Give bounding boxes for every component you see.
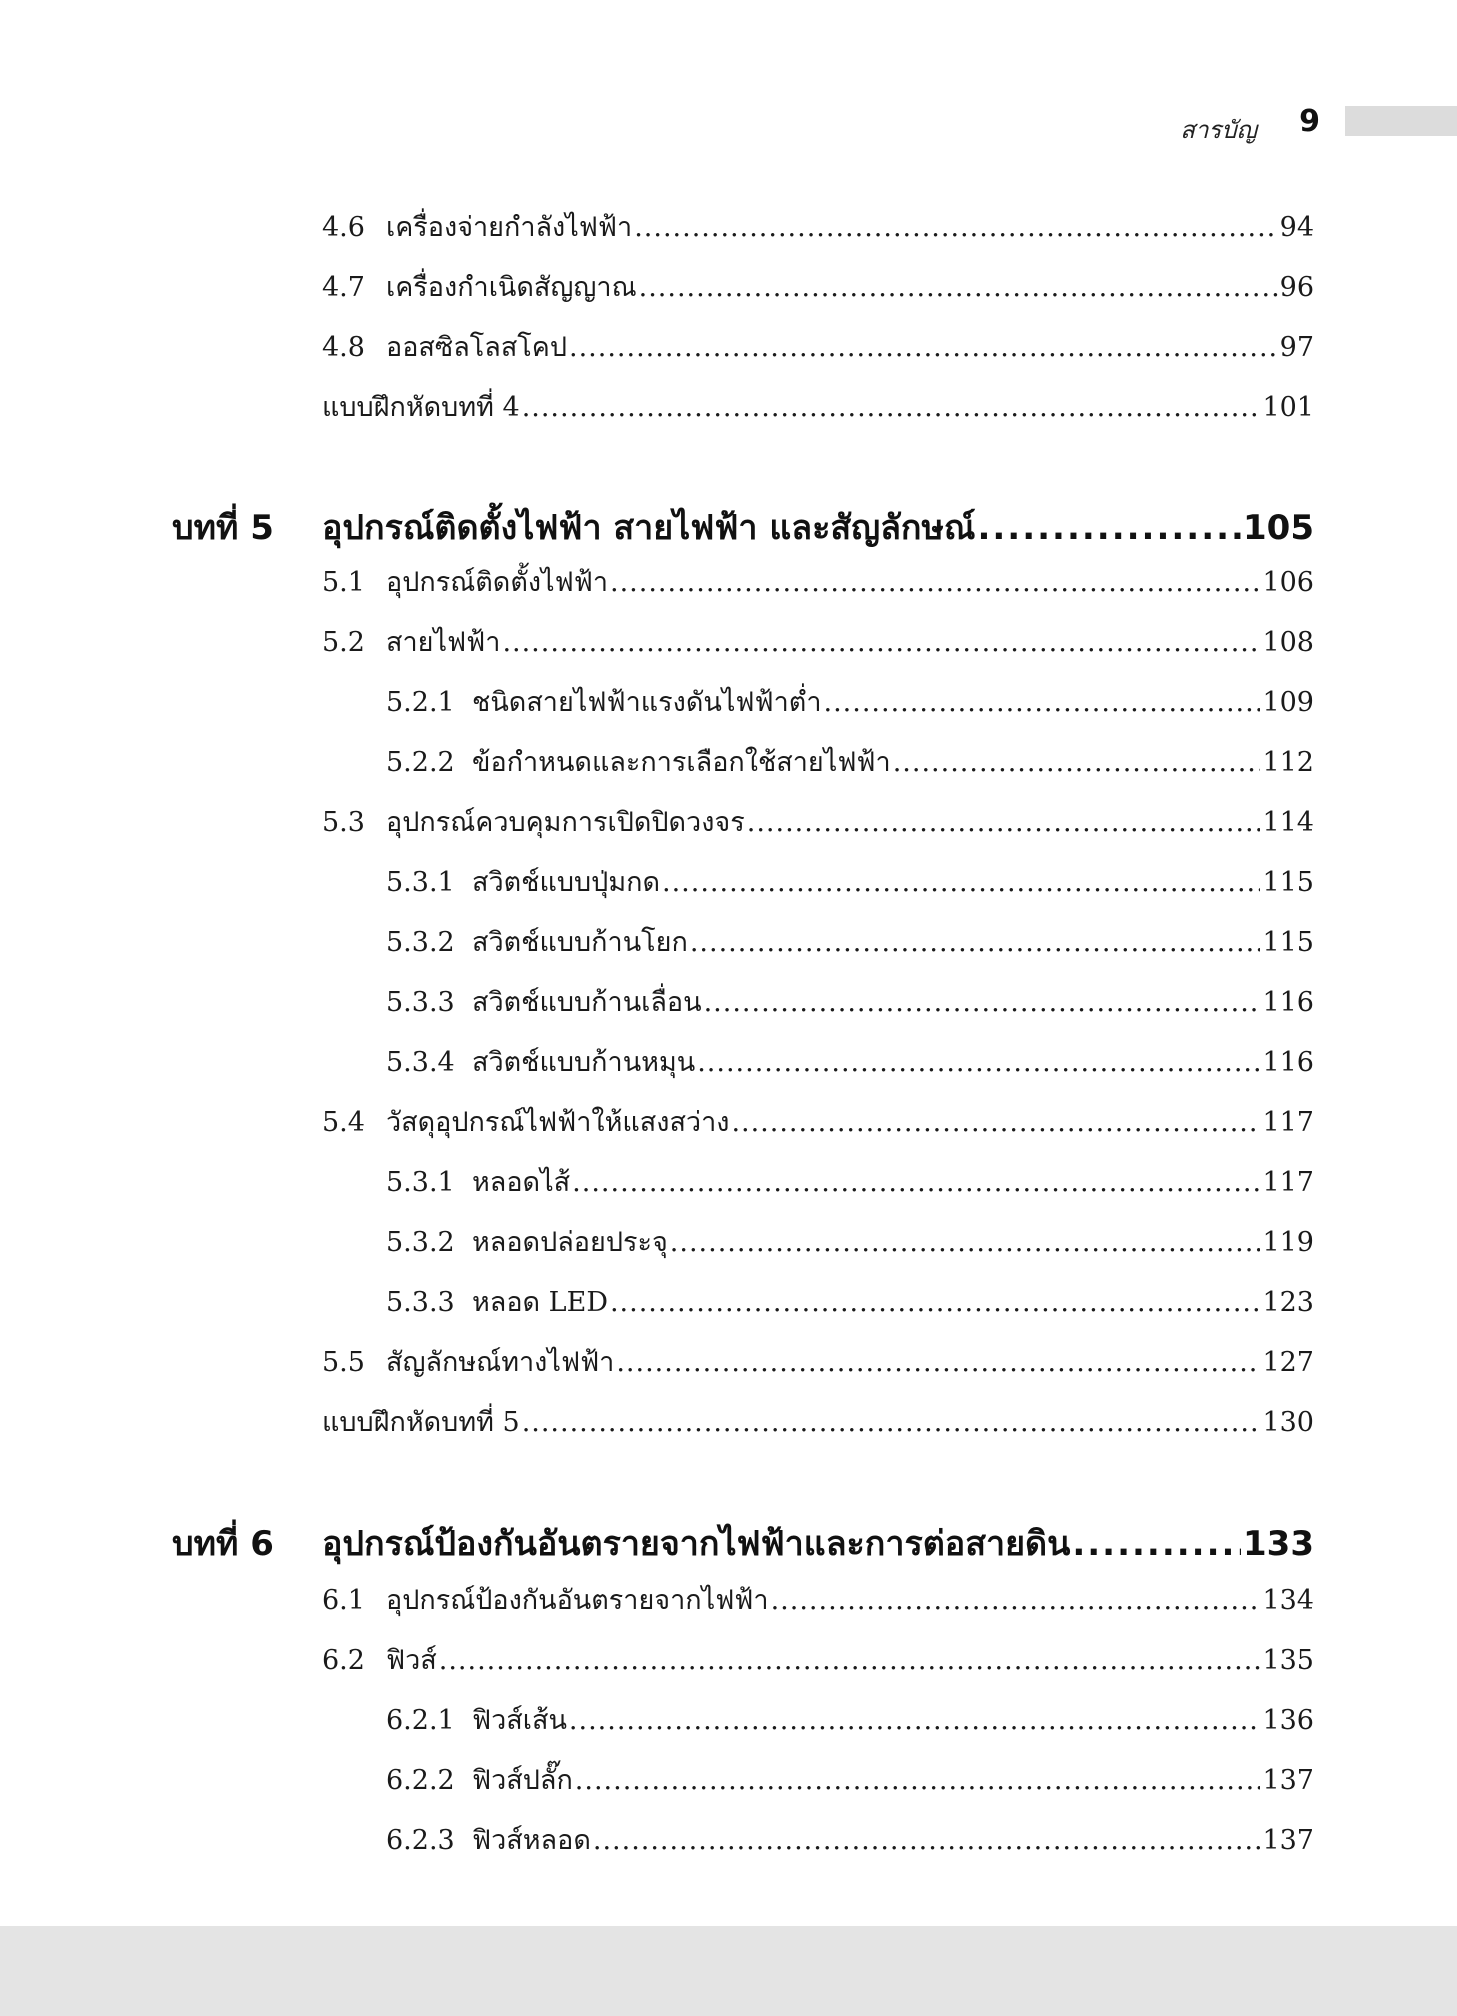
dot-leader (670, 1227, 1261, 1258)
entry-number: 4.7 (322, 272, 365, 303)
entry-page: 116 (1262, 1047, 1314, 1078)
entry-page: 114 (1262, 807, 1314, 838)
entry-number: 4.8 (322, 332, 365, 363)
dot-leader (824, 687, 1261, 718)
entry-page: 137 (1262, 1765, 1314, 1796)
subsection-row (386, 1698, 1314, 1741)
entry-title: อุปกรณ์ป้องกันอันตรายจากไฟฟ้า (386, 1585, 769, 1616)
dot-leader (569, 1705, 1261, 1736)
chapter-row (172, 500, 1314, 554)
entry-number: 6.1 (322, 1585, 365, 1616)
entry-number: 5.3.3 (386, 1287, 455, 1318)
entry-number: 5.3.2 (386, 927, 455, 958)
dot-leader (771, 1585, 1261, 1616)
entry-title: อุปกรณ์ติดตั้งไฟฟ้า (386, 567, 609, 598)
dot-leader (575, 1765, 1261, 1796)
entry-number: 4.6 (322, 212, 365, 243)
section-row (322, 620, 1314, 663)
entry-title: ฟิวส์ (386, 1645, 437, 1676)
entry-page: 109 (1262, 687, 1314, 718)
header-bar (1345, 106, 1457, 136)
chapter-label: บทที่ 5 (172, 508, 274, 548)
entry-number: 5.4 (322, 1107, 365, 1138)
entry-number: 5.3.3 (386, 987, 455, 1018)
entry-title: วัสดุอุปกรณ์ไฟฟ้าให้แสงสว่าง (386, 1107, 730, 1138)
entry-page: 135 (1262, 1645, 1314, 1676)
entry-number: 5.5 (322, 1347, 365, 1378)
dot-leader (1072, 1524, 1241, 1564)
entry-page: 115 (1262, 867, 1314, 898)
section-row (322, 1100, 1314, 1143)
dot-leader (697, 1047, 1260, 1078)
dot-leader (439, 1645, 1261, 1676)
entry-number: 5.2 (322, 627, 365, 658)
entry-title: ข้อกำหนดและการเลือกใช้สายไฟฟ้า (472, 747, 891, 778)
dot-leader (731, 1107, 1260, 1138)
entry-title: ฟิวส์ปลั๊ก (472, 1765, 573, 1796)
entry-page: 134 (1262, 1585, 1314, 1616)
entry-page: 127 (1262, 1347, 1314, 1378)
entry-title: หลอด LED (472, 1287, 608, 1318)
subsection-row (386, 980, 1314, 1023)
entry-title: ออสซิลโลสโคป (386, 332, 568, 363)
section-row (322, 1340, 1314, 1383)
dot-leader (593, 1825, 1261, 1856)
entry-title: ชนิดสายไฟฟ้าแรงดันไฟฟ้าต่ำ (472, 687, 822, 718)
entry-page: 119 (1262, 1227, 1314, 1258)
entry-page: 96 (1279, 272, 1314, 303)
dot-leader (610, 567, 1260, 598)
entry-page: 108 (1262, 627, 1314, 658)
dot-leader (522, 1407, 1261, 1438)
entry-title: อุปกรณ์ควบคุมการเปิดปิดวงจร (386, 807, 745, 838)
subsection-row (386, 860, 1314, 903)
entry-number: 5.3.1 (386, 867, 455, 898)
entry-number: 5.1 (322, 567, 365, 598)
subsection-row (386, 920, 1314, 963)
dot-leader (572, 1167, 1260, 1198)
exercise-row (322, 385, 1314, 428)
entry-title: แบบฝึกหัดบทที่ 4 (322, 392, 520, 423)
dot-leader (690, 927, 1261, 958)
section-row (322, 560, 1314, 603)
entry-title: สวิตช์แบบปุ่มกด (472, 867, 660, 898)
subsection-row (386, 740, 1314, 783)
entry-number: 6.2.3 (386, 1825, 455, 1856)
exercise-row (322, 1400, 1314, 1443)
subsection-row (386, 680, 1314, 723)
entry-number: 5.2.1 (386, 687, 455, 718)
section-row (322, 325, 1314, 368)
chapter-page: 105 (1243, 508, 1314, 548)
section-row (322, 1638, 1314, 1681)
entry-title: สัญลักษณ์ทางไฟฟ้า (386, 1347, 615, 1378)
entry-title: สายไฟฟ้า (386, 627, 501, 658)
entry-page: 130 (1262, 1407, 1314, 1438)
chapter-page: 133 (1243, 1524, 1314, 1564)
section-row (322, 800, 1314, 843)
entry-page: 116 (1262, 987, 1314, 1018)
dot-leader (704, 987, 1261, 1018)
entry-title: หลอดปล่อยประจุ (472, 1227, 668, 1258)
chapter-row (172, 1516, 1314, 1570)
entry-title: แบบฝึกหัดบทที่ 5 (322, 1407, 520, 1438)
header-title: สารบัญ (1180, 116, 1257, 144)
entry-page: 136 (1262, 1705, 1314, 1736)
dot-leader (893, 747, 1261, 778)
entry-page: 115 (1262, 927, 1314, 958)
entry-page: 112 (1262, 747, 1314, 778)
entry-page: 137 (1262, 1825, 1314, 1856)
footer-band (0, 1926, 1457, 2016)
dot-leader (616, 1347, 1260, 1378)
dot-leader (522, 392, 1261, 423)
subsection-row (386, 1280, 1314, 1323)
entry-page: 94 (1279, 212, 1314, 243)
header-page-number: 9 (1299, 104, 1320, 139)
section-row (322, 1578, 1314, 1621)
entry-title: เครื่องจ่ายกำลังไฟฟ้า (386, 212, 633, 243)
entry-number: 6.2 (322, 1645, 365, 1676)
dot-leader (662, 867, 1260, 898)
entry-number: 5.3.1 (386, 1167, 455, 1198)
entry-page: 101 (1262, 392, 1314, 423)
dot-leader (747, 807, 1261, 838)
dot-leader (502, 627, 1260, 658)
entry-page: 117 (1262, 1167, 1314, 1198)
dot-leader (569, 332, 1278, 363)
entry-title: เครื่องกำเนิดสัญญาณ (386, 272, 637, 303)
entry-title: สวิตช์แบบก้านหมุน (472, 1047, 696, 1078)
entry-number: 6.2.2 (386, 1765, 455, 1796)
dot-leader (634, 212, 1277, 243)
entry-title: สวิตช์แบบก้านเลื่อน (472, 987, 702, 1018)
page-header (0, 102, 1457, 148)
section-row (322, 205, 1314, 248)
entry-number: 5.3 (322, 807, 365, 838)
entry-number: 6.2.1 (386, 1705, 455, 1736)
subsection-row (386, 1818, 1314, 1861)
chapter-title: อุปกรณ์ติดตั้งไฟฟ้า สายไฟฟ้า และสัญลักษณ์ (322, 508, 976, 548)
entry-title: สวิตช์แบบก้านโยก (472, 927, 688, 958)
entry-page: 97 (1279, 332, 1314, 363)
subsection-row (386, 1758, 1314, 1801)
dot-leader (610, 1287, 1260, 1318)
entry-title: ฟิวส์เส้น (472, 1705, 567, 1736)
entry-number: 5.2.2 (386, 747, 455, 778)
subsection-row (386, 1040, 1314, 1083)
dot-leader (639, 272, 1278, 303)
entry-title: ฟิวส์หลอด (472, 1825, 591, 1856)
chapter-title: อุปกรณ์ป้องกันอันตรายจากไฟฟ้าและการต่อสายดิน (322, 1524, 1071, 1564)
chapter-label: บทที่ 6 (172, 1524, 274, 1564)
section-row (322, 265, 1314, 308)
dot-leader (977, 508, 1241, 548)
entry-title: หลอดไส้ (472, 1167, 571, 1198)
entry-number: 5.3.2 (386, 1227, 455, 1258)
entry-number: 5.3.4 (386, 1047, 455, 1078)
subsection-row (386, 1220, 1314, 1263)
entry-page: 123 (1262, 1287, 1314, 1318)
entry-page: 106 (1262, 567, 1314, 598)
subsection-row (386, 1160, 1314, 1203)
entry-page: 117 (1262, 1107, 1314, 1138)
